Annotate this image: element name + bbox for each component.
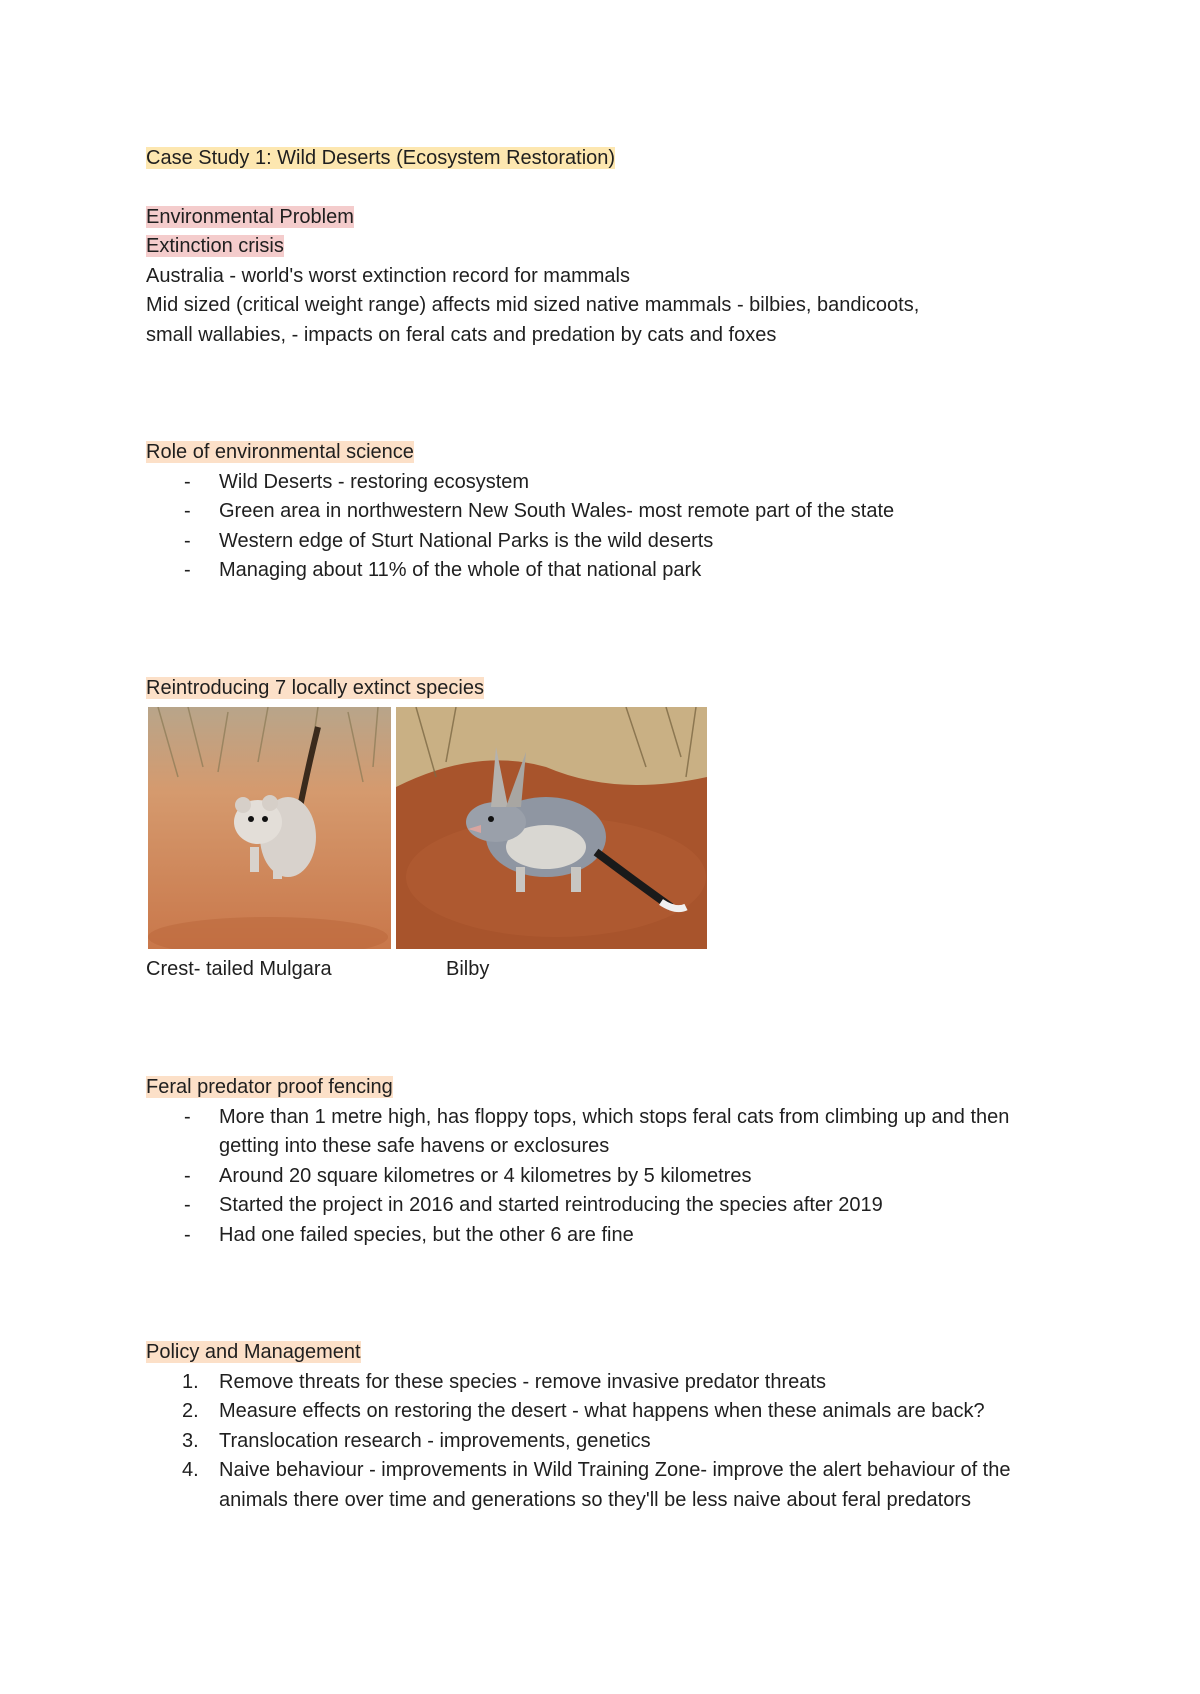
list-item: - Started the project in 2016 and started reintroducing the species after 2019 <box>184 1194 883 1216</box>
problem-line: small wallabies, - impacts on feral cats and predation by cats and foxes <box>146 323 777 346</box>
fencing-heading: Feral predator proof fencing <box>146 1076 393 1098</box>
bilby-caption: Bilby <box>446 958 490 980</box>
mulgara-photo <box>148 707 391 949</box>
list-item: - More than 1 metre high, has floppy tops, which stops feral cats from climbing up and then getting into these safe havens or exclosures <box>184 1105 1010 1157</box>
list-item: - Had one failed species, but the other 6 are fine <box>184 1223 634 1246</box>
policy-heading: Policy and Management <box>146 1341 361 1363</box>
list-item: 3. Translocation research - improvements, genetics <box>182 1429 651 1452</box>
problem-line: Australia - world's worst extinction record for mammals <box>146 264 630 287</box>
list-item: - Western edge of Sturt National Parks is the wild deserts <box>184 529 714 552</box>
photo-captions <box>146 955 1066 985</box>
list-item: - Green area in northwestern New South Wales- most remote part of the state <box>184 500 895 522</box>
list-item: - Wild Deserts - restoring ecosystem <box>184 470 530 493</box>
fencing-list <box>146 1103 1066 1251</box>
policy-list <box>146 1368 1066 1516</box>
reintro-heading: Reintroducing 7 locally extinct species <box>146 676 484 699</box>
problem-line: Mid sized (critical weight range) affects mid sized native mammals - bilbies, bandicoots, <box>146 294 920 316</box>
problem-subheading: Extinction crisis <box>146 235 284 257</box>
document-title: Case Study 1: Wild Deserts (Ecosystem Restoration) <box>146 147 616 169</box>
role-heading: Role of environmental science <box>146 441 414 463</box>
species-photos <box>146 707 1066 949</box>
list-item: 2. Measure effects on restoring the desert - what happens when these animals are back? <box>182 1400 985 1422</box>
document-body <box>146 144 1066 1515</box>
problem-heading: Environmental Problem <box>146 205 354 228</box>
role-list <box>146 468 1066 586</box>
bilby-photo <box>396 707 707 949</box>
list-item: - Managing about 11% of the whole of that national park <box>184 559 702 581</box>
list-item: - Around 20 square kilometres or 4 kilometres by 5 kilometres <box>184 1164 752 1187</box>
list-item: 4. Naive behaviour - improvements in Wild Training Zone- improve the alert behaviour of the animals there over time and generations so they'll be less naive about feral predators <box>182 1459 1011 1511</box>
mulgara-caption: Crest- tailed Mulgara <box>146 958 332 980</box>
list-item: 1. Remove threats for these species - remove invasive predator threats <box>182 1370 826 1393</box>
